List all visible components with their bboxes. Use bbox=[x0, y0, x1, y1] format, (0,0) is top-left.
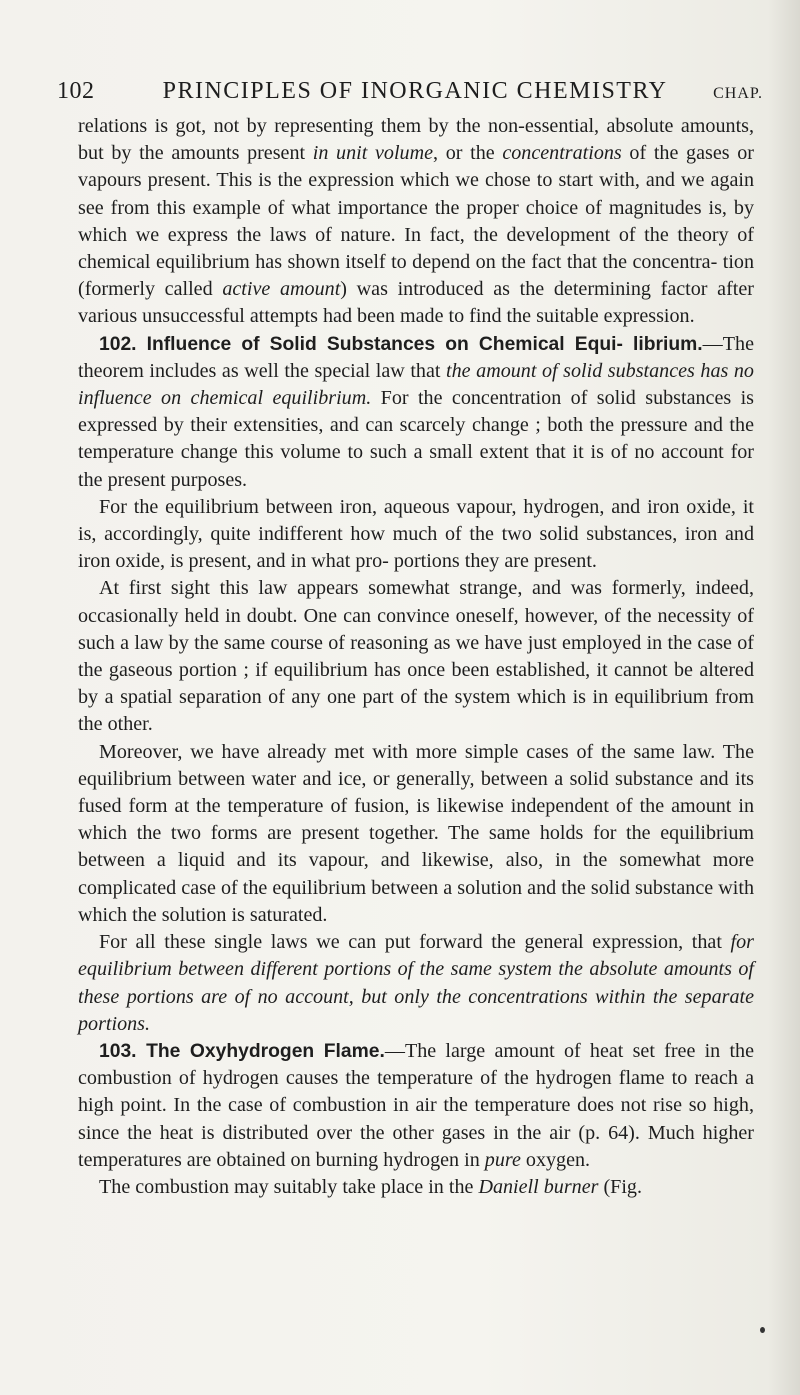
paragraph-4: At first sight this law appears somewhat strange, and was formerly, indeed, occasionally held in doubt. One can convince oneself, however, of the necessity of such a law by the same course of reasoning as we have just employed in the case of the gaseous portion ; if equilibrium has once been established, it cannot be altered by a spatial separation of any one part of the system which is in equilibrium from the other. bbox=[78, 577, 754, 736]
paragraph-8: The combustion may suitably take place in the Daniell burner (Fig. bbox=[99, 1175, 642, 1198]
paragraph-1: relations is got, not by representing them by the non-essential, absolute amounts, but by the amounts present in unit volume, or the concentrations of the gases or vapours present. This is the expression which we chose to start with, and we again see from this example of what importance the proper choice of magnitudes is, by which we express the laws of nature. In fact, the development of the theory of chemical equilibrium has shown itself to depend on the fact that the concentra- tion (formerly called active amount) was introduced as the determining factor after various unsuccessful attempts had been made to find the suitable expression. bbox=[78, 115, 754, 328]
running-head bbox=[57, 78, 763, 105]
section-heading: 103. The Oxyhydrogen Flame. bbox=[99, 1040, 385, 1062]
page-number: 102 bbox=[57, 78, 95, 104]
section-103: 103. The Oxyhydrogen Flame.—The large amount of heat set free in the combustion of hydrogen causes the temperature of the hydrogen flame to reach a high point. In the case of combustion in air the temperature does not rise so high, since the heat is distributed over the other gases in the air (p. 64). Much higher temperatures are obtained on burning hydrogen in pure oxygen. bbox=[78, 1039, 754, 1171]
section-102: 102. Influence of Solid Substances on Chemical Equi- librium.—The theorem includes as well the special law that the amount of solid substances has no influence on chemical equilibrium. For the concentration of solid substances is expressed by their extensities, and can scarcely change ; both the pressure and the temperature change this volume to such a small extent that it is of no account for the present purposes. bbox=[78, 332, 754, 491]
section-heading: 102. Influence of Solid Substances on Chemical Equi- librium. bbox=[99, 333, 703, 355]
body-text bbox=[78, 113, 754, 1201]
ink-spot-mark bbox=[760, 1327, 765, 1333]
paragraph-5: Moreover, we have already met with more simple cases of the same law. The equilibrium between water and ice, or generally, between a solid substance and its fused form at the temperature of fusion, is likewise independent of the amount in which the two forms are present together. The same holds for the equilibrium between a liquid and its vapour, and likewise, also, in the somewhat more complicated case of the equilibrium between a solution and the solid substance with which the solution is saturated. bbox=[78, 740, 754, 926]
chapter-abbrev: CHAP. bbox=[713, 85, 763, 102]
book-title: PRINCIPLES OF INORGANIC CHEMISTRY bbox=[162, 78, 668, 104]
paragraph-6: For all these single laws we can put forward the general expression, that for equilibrium between different portions of the same system the absolute amounts of these portions are of no account, but only the concentrations within the separate portions. bbox=[78, 931, 754, 1035]
paragraph-3: For the equilibrium between iron, aqueous vapour, hydrogen, and iron oxide, it is, accordingly, quite indifferent how much of the two solid substances, iron and iron oxide, is present, and in what pro- portions they are present. bbox=[78, 495, 754, 573]
